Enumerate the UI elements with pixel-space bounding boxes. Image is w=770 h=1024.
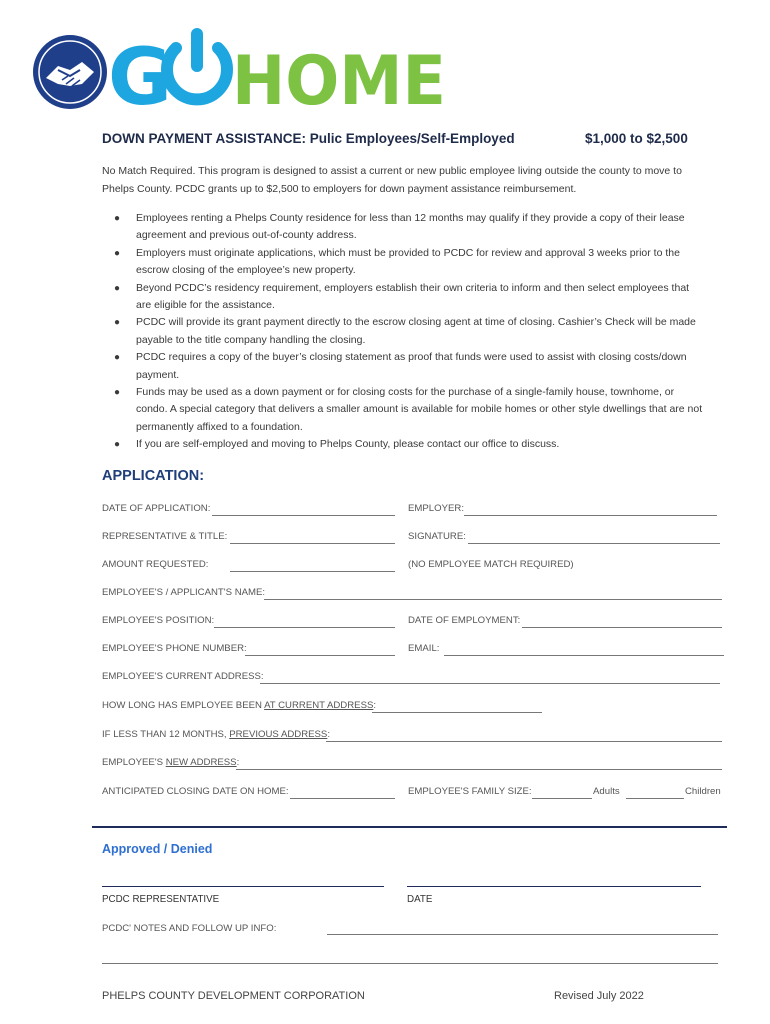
approval-date-label: DATE xyxy=(407,894,433,905)
pcdc-representative-field[interactable] xyxy=(102,886,384,887)
representative-title-field[interactable] xyxy=(230,543,395,544)
previous-address-field[interactable] xyxy=(326,741,722,742)
new-address-field[interactable] xyxy=(236,769,722,770)
intro-paragraph: No Match Required. This program is designed to assist a current or new public employee living outside the county to move to Phelps County. PCDC grants up to $2,500 to employers for down payment assistance reimbursement. xyxy=(102,165,682,195)
footer-revised-date: Revised July 2022 xyxy=(554,990,644,1002)
representative-title-label: REPRESENTATIVE & TITLE: xyxy=(102,531,228,542)
form-row-closing xyxy=(102,786,727,802)
family-size-label: EMPLOYEE'S FAMILY SIZE: xyxy=(408,786,532,797)
children-field[interactable] xyxy=(626,798,684,799)
adults-label: Adults xyxy=(593,786,620,797)
closing-date-field[interactable] xyxy=(290,798,395,799)
pcdc-representative-label: PCDC REPRESENTATIVE xyxy=(102,894,220,905)
form-row-application-date xyxy=(102,503,727,519)
how-long-field[interactable] xyxy=(372,712,542,713)
eligibility-list xyxy=(102,210,707,454)
employer-field[interactable] xyxy=(464,515,717,516)
footer-organization: PHELPS COUNTY DEVELOPMENT CORPORATION xyxy=(102,990,365,1002)
signature-label: SIGNATURE: xyxy=(408,531,466,542)
position-field[interactable] xyxy=(214,627,395,628)
form-row-phone xyxy=(102,643,727,659)
bullet-icon: ● xyxy=(114,282,121,294)
list-item: ● If you are self-employed and moving to Phelps County, please contact our office to discuss. xyxy=(102,436,707,453)
bullet-icon: ● xyxy=(114,387,121,399)
list-item: ● PCDC will provide its grant payment directly to the escrow closing agent at time of closing. Cashier’s Check will be made payable to the title company handling the closing. xyxy=(114,316,696,346)
notes-field[interactable] xyxy=(327,934,718,935)
position-label: EMPLOYEE'S POSITION: xyxy=(102,615,215,626)
no-match-note: (NO EMPLOYEE MATCH REQUIRED) xyxy=(408,559,574,570)
list-item: ● PCDC requires a copy of the buyer’s closing statement as proof that funds were used to assist with closing costs/down payment. xyxy=(114,351,687,381)
form-row-current-address xyxy=(102,671,727,687)
applicant-name-label: EMPLOYEE'S / APPLICANT'S NAME: xyxy=(102,587,266,598)
approval-date-field[interactable] xyxy=(407,886,701,887)
bullet-icon: ● xyxy=(114,317,121,329)
form-row-new-address xyxy=(102,757,727,773)
phone-label: EMPLOYEE'S PHONE NUMBER: xyxy=(102,643,247,654)
list-item: ● Employers must originate applications, which must be provided to PCDC for review and approval 3 weeks prior to the escrow closing of the employee’s new property. xyxy=(114,246,680,277)
form-row-applicant-name xyxy=(102,587,727,603)
date-of-application-field[interactable] xyxy=(212,515,395,516)
list-item: ● Funds may be used as a down payment or for closing costs for the purchase of a single-family house, townhome, or condo. A special category that delivers a smaller amount is available for mobile homes or other style dwellings that are not permanently affixed to a foundation. xyxy=(114,386,703,433)
bullet-icon: ● xyxy=(114,439,121,451)
power-o-icon xyxy=(167,34,227,99)
logo-word-home: HOME xyxy=(232,42,446,121)
amount-requested-field[interactable] xyxy=(230,571,395,572)
logo-letter-g: G xyxy=(108,33,173,123)
form-row-representative xyxy=(102,531,727,547)
amount-requested-label: AMOUNT REQUESTED: xyxy=(102,559,209,570)
list-item: ● Employees renting a Phelps County residence for less than 12 months may qualify if they provide a copy of their lease agreement and previous out-of-county address. xyxy=(114,212,685,242)
children-label: Children xyxy=(685,786,721,797)
gohome-logo xyxy=(30,26,450,126)
program-amount: $1,000 to $2,500 xyxy=(585,131,688,146)
section-divider xyxy=(92,826,727,828)
phone-field[interactable] xyxy=(245,655,395,656)
form-row-amount xyxy=(102,559,727,575)
how-long-label: HOW LONG HAS EMPLOYEE BEEN AT CURRENT ADDRESS: xyxy=(102,700,377,711)
bullet-icon: ● xyxy=(114,213,121,224)
email-label: EMAIL: xyxy=(408,643,440,654)
date-of-employment-field[interactable] xyxy=(522,627,722,628)
form-row-how-long xyxy=(102,700,727,716)
program-heading xyxy=(102,131,722,151)
handshake-emblem-icon xyxy=(33,35,107,109)
form-row-position xyxy=(102,615,727,631)
email-field[interactable] xyxy=(444,655,724,656)
form-row-previous-address xyxy=(102,729,727,745)
adults-field[interactable] xyxy=(532,798,592,799)
current-address-field[interactable] xyxy=(260,683,720,684)
signature-field[interactable] xyxy=(468,543,720,544)
bullet-icon: ● xyxy=(114,247,121,259)
applicant-name-field[interactable] xyxy=(264,599,722,600)
date-of-application-label: DATE OF APPLICATION: xyxy=(102,503,211,514)
list-item: ● Beyond PCDC’s residency requirement, employers establish their own criteria to inform and then select employees that are eligible for the assistance. xyxy=(114,281,690,312)
program-title: DOWN PAYMENT ASSISTANCE: Pulic Employees/Self-Employed xyxy=(102,131,515,146)
employer-label: EMPLOYER: xyxy=(408,503,464,514)
current-address-label: EMPLOYEE'S CURRENT ADDRESS: xyxy=(102,671,264,682)
date-of-employment-label: DATE OF EMPLOYMENT: xyxy=(408,615,521,626)
notes-field-continued[interactable] xyxy=(102,963,718,964)
bullet-icon: ● xyxy=(114,352,121,364)
previous-address-label: IF LESS THAN 12 MONTHS, PREVIOUS ADDRESS: xyxy=(102,729,331,740)
application-title: APPLICATION: xyxy=(102,468,205,484)
new-address-label: EMPLOYEE'S NEW ADDRESS: xyxy=(102,757,240,768)
approval-status-title: Approved / Denied xyxy=(102,842,213,856)
closing-date-label: ANTICIPATED CLOSING DATE ON HOME: xyxy=(102,786,289,797)
notes-label: PCDC' NOTES AND FOLLOW UP INFO: xyxy=(102,923,277,934)
